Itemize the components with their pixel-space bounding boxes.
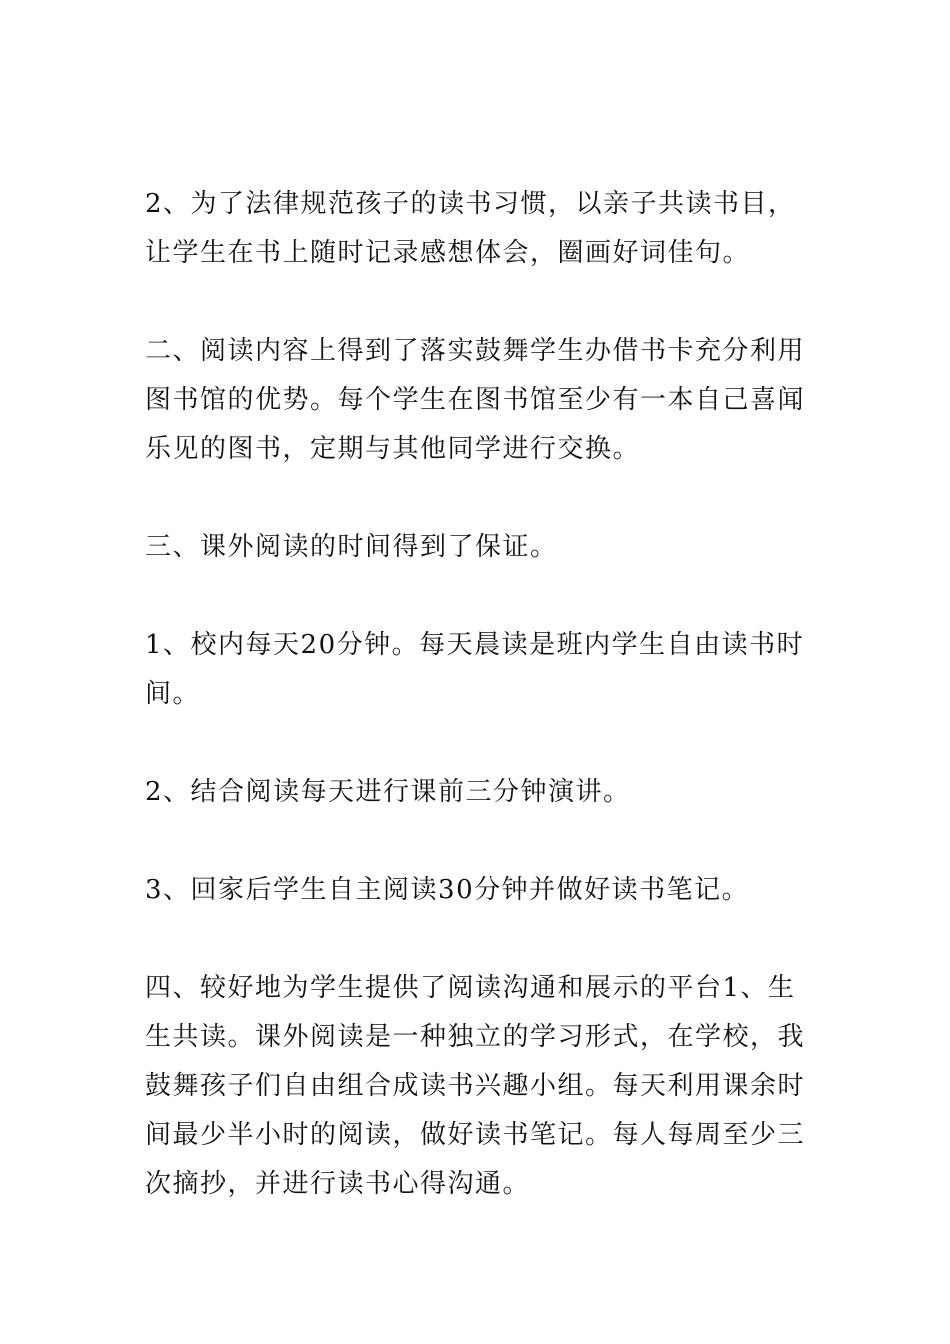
- paragraph-home-reading: 3、回家后学生自主阅读30分钟并做好读书笔记。: [145, 875, 750, 905]
- paragraph-reading-platform: 四、较好地为学生提供了阅读沟通和展示的平台1、生生共读。课外阅读是一种独立的学习形式，在学校，我鼓舞孩子们自由组合成读书兴趣小组。每天利用课余时间最少半小时的阅读，做好读书笔记。每人每周至少三次摘抄，并进行读书心得沟通。: [145, 973, 806, 1199]
- paragraph-school-reading: 1、校内每天20分钟。每天晨读是班内学生自由读书时间。: [145, 630, 805, 709]
- paragraph-reading-time-heading: 三、课外阅读的时间得到了保证。: [145, 532, 558, 562]
- paragraph-reading-habits: 2、为了法律规范孩子的读书习惯，以亲子共读书目，让学生在书上随时记录感想体会，圈画好词佳句。: [145, 189, 796, 268]
- document-body: [145, 180, 807, 1258]
- paragraph-reading-content: 二、阅读内容上得到了落实鼓舞学生办借书卡充分利用图书馆的优势。每个学生在图书馆至少有一本自己喜闻乐见的图书，定期与其他同学进行交换。: [145, 336, 806, 464]
- paragraph-speech: 2、结合阅读每天进行课前三分钟演讲。: [145, 777, 631, 807]
